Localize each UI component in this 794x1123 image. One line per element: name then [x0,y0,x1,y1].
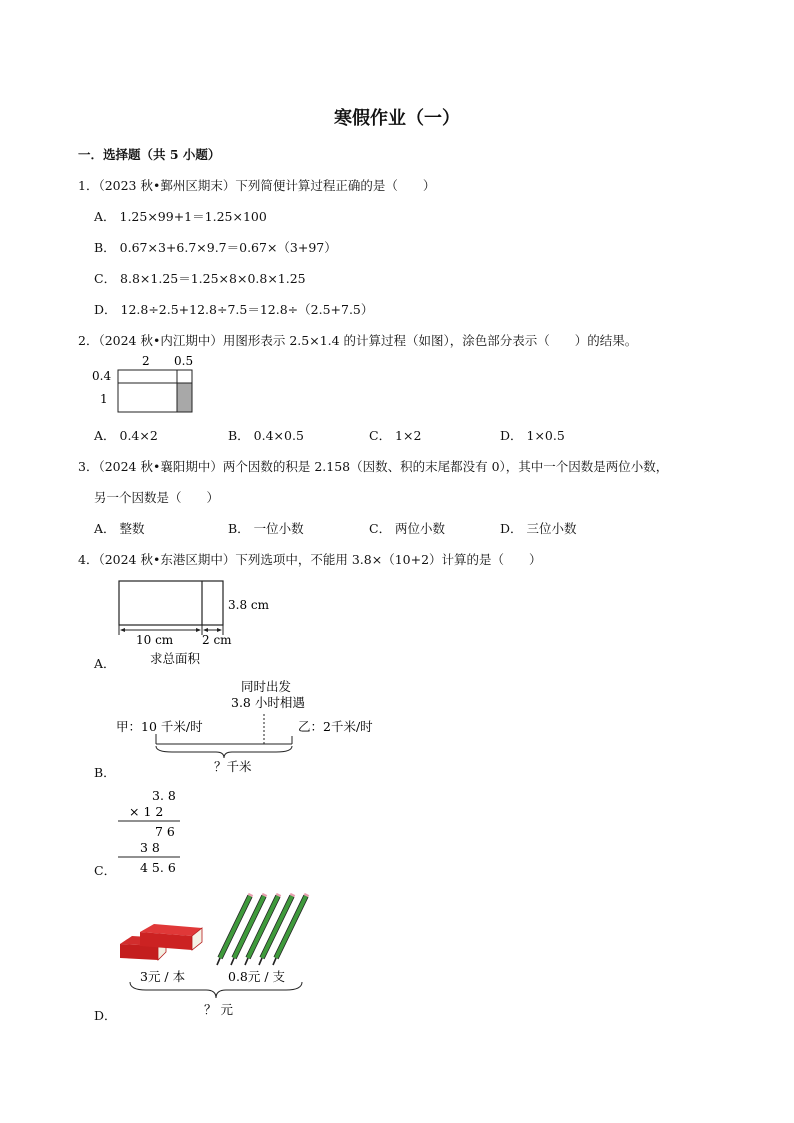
q4-b-top-line2: 3.8 小时相遇 [231,695,305,710]
q4-b-top-line1: 同时出发 [241,679,292,694]
page-title: 寒假作业（一） [334,108,460,129]
q4-a-arrow-1l [120,628,125,632]
q4-a-height-label: 3.8 cm [228,598,269,612]
q4-d-right-label: 0.8元 / 支 [228,969,286,984]
q4-d-brace [130,982,302,998]
q2-stem: 2．（2024 秋•内江期中）用图形表示 2.5×1.4 的计算过程（如图），涂色部分表示（ ）的结果。 [78,333,638,348]
q4-a-arrow-1r [196,628,201,632]
q4-b-right-label: 乙：2千米/时 [298,719,373,734]
q1-stem: 1．（2023 秋•鄞州区期末）下列简便计算过程正确的是（ ） [78,178,436,193]
q4-option-d-label: D． [94,1008,117,1023]
q4-c-row1: 3. 8 [152,788,176,803]
q4-b-bottom-label: ？千米 [214,759,252,774]
q4-option-c-label: C． [94,863,117,878]
books-icon [120,924,202,960]
q3-option-c: C． 两位小数 [369,521,446,536]
q4-a-caption: 求总面积 [150,651,201,666]
q4-b-meeting-figure [112,676,402,776]
q2-option-a: A． 0.4×2 [94,428,158,443]
q2-option-d: D． 1×0.5 [500,428,565,443]
q4-b-left-label: 甲：10 千米/时 [116,719,203,734]
q1-option-c: C． 8.8×1.25＝1.25×8×0.8×1.25 [94,271,306,286]
q4-b-brace [156,746,292,758]
q4-c-row3: 7 6 [155,824,175,839]
q4-option-b-label: B． [94,765,116,780]
q4-c-row4: 3 8 [140,840,160,855]
q4-d-books-pencils-figure [112,888,332,1020]
q3-option-d: D． 三位小数 [500,521,577,536]
q3-stem-line1: 3．（2024 秋•襄阳期中）两个因数的积是 2.158（因数、积的末尾都没有 0），其中一个因数是两位小数， [78,459,669,474]
q4-a-arrow-2r [217,628,222,632]
q1-option-d: D． 12.8÷2.5+12.8÷7.5＝12.8÷（2.5+7.5） [94,302,374,317]
q2-label-04: 0.4 [92,369,112,383]
q4-a-rectangle-figure [110,577,280,669]
q4-c-row5: 4 5. 6 [140,860,176,875]
q4-a-arrow-2l [203,628,208,632]
q4-stem: 4．（2024 秋•东港区期中）下列选项中，不能用 3.8×（10+2）计算的是（ ） [78,552,542,567]
q3-option-a: A． 整数 [94,521,145,536]
q2-label-05: 0.5 [174,354,194,368]
q4-c-row2: × 1 2 [129,804,164,819]
q1-option-b: B． 0.67×3+6.7×9.7＝0.67×（3+97） [94,240,337,255]
q2-shaded-region [177,383,192,412]
q3-option-b: B． 一位小数 [228,521,304,536]
q4-a-rect [119,581,223,625]
q4-d-bottom-label: ？ 元 [204,1002,233,1017]
q2-label-2: 2 [142,354,150,368]
q4-d-left-label: 3元 / 本 [140,969,186,984]
q1-option-a: A． 1.25×99+1＝1.25×100 [94,209,267,224]
q4-a-width1-label: 10 cm [136,633,174,647]
q2-area-figure [88,352,208,416]
q2-option-b: B． 0.4×0.5 [228,428,304,443]
section-heading: 一．选择题（共 5 小题） [78,147,221,162]
q3-stem-line2: 另一个因数是（ ） [94,490,220,505]
pencils-icon [217,894,307,965]
q2-option-c: C． 1×2 [369,428,422,443]
q2-label-1: 1 [100,392,108,406]
q4-option-a-label: A． [94,656,116,671]
q4-a-width2-label: 2 cm [202,633,232,647]
q4-c-vertical-calc [112,786,202,878]
